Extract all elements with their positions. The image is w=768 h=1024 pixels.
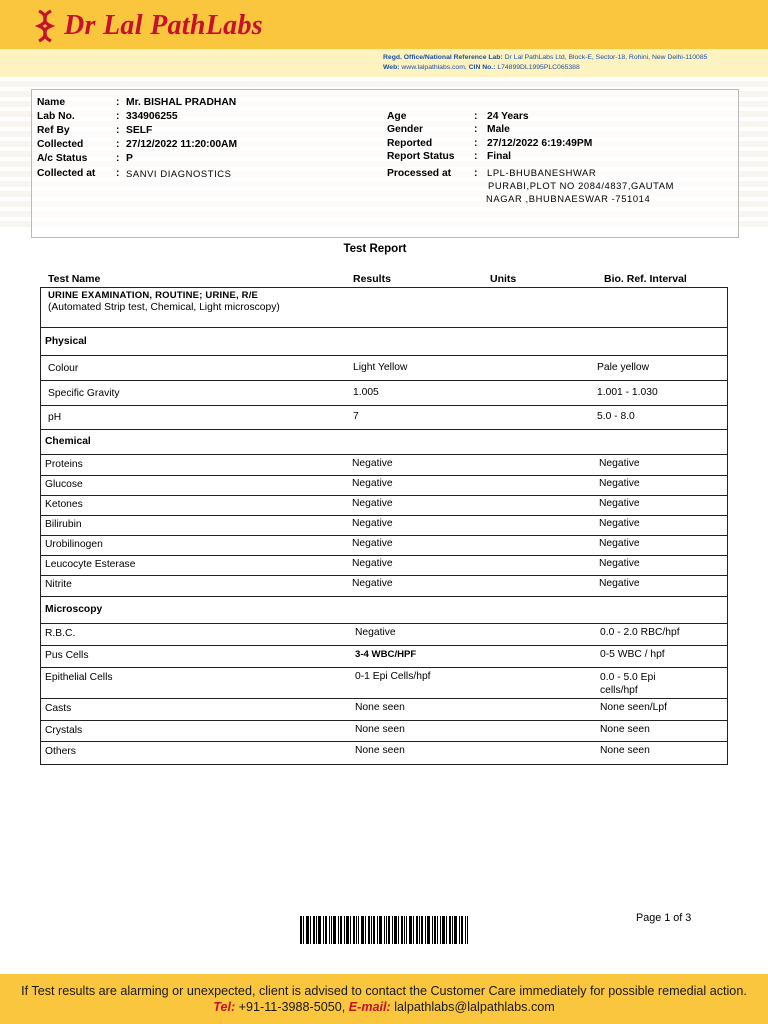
row-ref: 5.0 - 8.0 — [597, 411, 635, 422]
row-result: 7 — [353, 411, 359, 422]
regd-label: Regd. Office/National Reference Lab: — [383, 54, 503, 61]
patient-gender: Male — [487, 124, 510, 135]
processed-at-label: Processed at — [387, 168, 452, 179]
gender-label: Gender — [387, 124, 424, 135]
colon: : — [116, 139, 120, 150]
row-ref: 1.001 - 1.030 — [597, 387, 658, 398]
divider — [40, 515, 728, 516]
row-ref: None seen — [600, 724, 650, 735]
name-label: Name — [37, 97, 66, 108]
divider — [40, 380, 728, 381]
row-ref: 0.0 - 2.0 RBC/hpf — [600, 627, 680, 638]
divider — [40, 429, 728, 430]
row-name: Glucose — [45, 479, 83, 490]
colon: : — [474, 168, 478, 179]
divider — [40, 645, 728, 646]
row-result: Light Yellow — [353, 362, 408, 373]
row-result: Negative — [352, 478, 393, 489]
regd-text: Dr Lal PathLabs Ltd, Block-E, Sector-18, Rohini, New Delhi-110085 — [504, 54, 708, 61]
row-name: Nitrite — [45, 579, 72, 590]
row-name: Colour — [48, 363, 79, 374]
labno-label: Lab No. — [37, 111, 75, 122]
colon: : — [116, 111, 120, 122]
row-name: Urobilinogen — [45, 539, 103, 550]
report-status: Final — [487, 151, 512, 162]
row-ref-continued: cells/hpf — [600, 685, 638, 696]
row-result: Negative — [352, 518, 393, 529]
brand-name: Dr Lal PathLabs — [64, 10, 263, 41]
colon: : — [116, 97, 120, 108]
row-result: None seen — [355, 702, 405, 713]
section-microscopy: Microscopy — [45, 604, 103, 615]
divider — [40, 720, 728, 721]
divider — [40, 495, 728, 496]
age-label: Age — [387, 111, 407, 122]
dna-helix-icon — [34, 9, 56, 43]
divider — [40, 327, 728, 328]
divider — [40, 355, 728, 356]
tel-label: Tel: — [213, 1000, 236, 1014]
divider — [40, 667, 728, 668]
divider — [40, 535, 728, 536]
test-title: URINE EXAMINATION, ROUTINE; URINE, R/E — [48, 290, 259, 301]
row-ref: None seen/Lpf — [600, 702, 667, 713]
patient-name: Mr. BISHAL PRADHAN — [126, 97, 237, 108]
row-result: Negative — [352, 538, 393, 549]
row-ref: Negative — [599, 538, 640, 549]
footer-advisory: If Test results are alarming or unexpected, client is advised to contact the Customer Care immediately for possible remedial action. — [21, 984, 747, 998]
reported-label: Reported — [387, 138, 433, 149]
row-ref: Negative — [599, 558, 640, 569]
row-result: Negative — [352, 558, 393, 569]
barcode-icon — [300, 916, 468, 944]
colon: : — [116, 168, 120, 179]
divider — [40, 454, 728, 455]
divider — [40, 596, 728, 597]
colon: : — [116, 125, 120, 136]
patient-age: 24 Years — [487, 111, 529, 122]
row-name: pH — [48, 412, 62, 423]
registered-office — [383, 53, 728, 73]
divider — [40, 405, 728, 406]
divider — [40, 698, 728, 699]
row-name: R.B.C. — [45, 628, 76, 639]
divider — [40, 555, 728, 556]
col-ref-interval: Bio. Ref. Interval — [604, 273, 687, 285]
colon: : — [474, 111, 478, 122]
web-text: www.lalpathlabs.com, — [401, 64, 467, 71]
collected-at: SANVI DIAGNOSTICS — [126, 168, 232, 179]
divider — [40, 575, 728, 576]
footer-contact — [0, 1000, 768, 1014]
refby-label: Ref By — [37, 125, 70, 136]
col-test-name: Test Name — [48, 273, 101, 285]
row-result: Negative — [355, 627, 396, 638]
processed-at-line3: NAGAR ,BHUBNAESWAR -751014 — [486, 193, 651, 204]
row-ref: Negative — [599, 458, 640, 469]
section-chemical: Chemical — [45, 436, 91, 447]
row-name: Bilirubin — [45, 519, 82, 530]
acstatus-label: A/c Status — [37, 153, 88, 164]
cin-label: CIN No.: — [468, 64, 496, 71]
email-label: E-mail: — [348, 1000, 391, 1014]
divider — [40, 475, 728, 476]
ac-status: P — [126, 153, 133, 164]
row-ref: Negative — [599, 518, 640, 529]
section-physical: Physical — [45, 336, 87, 347]
divider — [40, 741, 728, 742]
processed-at-line1: LPL-BHUBANESHWAR — [487, 167, 597, 178]
row-result: None seen — [355, 724, 405, 735]
row-name: Crystals — [45, 725, 83, 736]
row-name: Others — [45, 746, 76, 757]
page-number: Page 1 of 3 — [636, 912, 692, 924]
row-ref: Pale yellow — [597, 362, 650, 373]
row-ref: None seen — [600, 745, 650, 756]
cin-text: L74899DL1995PLC065388 — [497, 64, 580, 71]
collected-at-label: Collected at — [37, 168, 96, 179]
colon: : — [474, 151, 478, 162]
row-ref: Negative — [599, 498, 640, 509]
divider — [40, 623, 728, 624]
row-result: 3-4 WBC/HPF — [355, 649, 417, 660]
row-result: Negative — [352, 578, 393, 589]
colon: : — [116, 153, 120, 164]
row-result: Negative — [352, 458, 393, 469]
row-name: Leucocyte Esterase — [45, 559, 136, 570]
ref-by: SELF — [126, 125, 153, 136]
row-result: 1.005 — [353, 387, 379, 398]
web-label: Web: — [383, 64, 400, 71]
row-ref: 0-5 WBC / hpf — [600, 649, 665, 660]
row-name: Ketones — [45, 499, 83, 510]
row-result: Negative — [352, 498, 393, 509]
col-units: Units — [490, 273, 517, 285]
brand-logo — [34, 8, 263, 44]
tel-number[interactable]: +91-11-3988-5050, — [235, 1000, 349, 1014]
reported-datetime: 27/12/2022 6:19:49PM — [487, 138, 593, 149]
row-name: Pus Cells — [45, 650, 89, 661]
row-ref: 0.0 - 5.0 Epi — [600, 672, 656, 683]
processed-at-line2: PURABI,PLOT NO 2084/4837,GAUTAM — [488, 180, 675, 191]
row-name: Epithelial Cells — [45, 672, 113, 683]
collected-datetime: 27/12/2022 11:20:00AM — [126, 139, 238, 150]
lab-number: 334906255 — [126, 111, 178, 122]
test-method: (Automated Strip test, Chemical, Light microscopy) — [48, 302, 280, 313]
colon: : — [474, 138, 478, 149]
report-title: Test Report — [343, 243, 407, 255]
email-address[interactable]: lalpathlabs@lalpathlabs.com — [390, 1000, 555, 1014]
footer-band — [0, 974, 768, 1024]
row-name: Specific Gravity — [48, 388, 120, 399]
row-ref: Negative — [599, 578, 640, 589]
row-name: Proteins — [45, 459, 83, 470]
row-ref: Negative — [599, 478, 640, 489]
report-status-label: Report Status — [387, 151, 455, 162]
row-result: 0-1 Epi Cells/hpf — [355, 671, 431, 682]
colon: : — [474, 124, 478, 135]
row-result: None seen — [355, 745, 405, 756]
collected-label: Collected — [37, 139, 84, 150]
col-results: Results — [353, 273, 391, 285]
row-name: Casts — [45, 703, 72, 714]
